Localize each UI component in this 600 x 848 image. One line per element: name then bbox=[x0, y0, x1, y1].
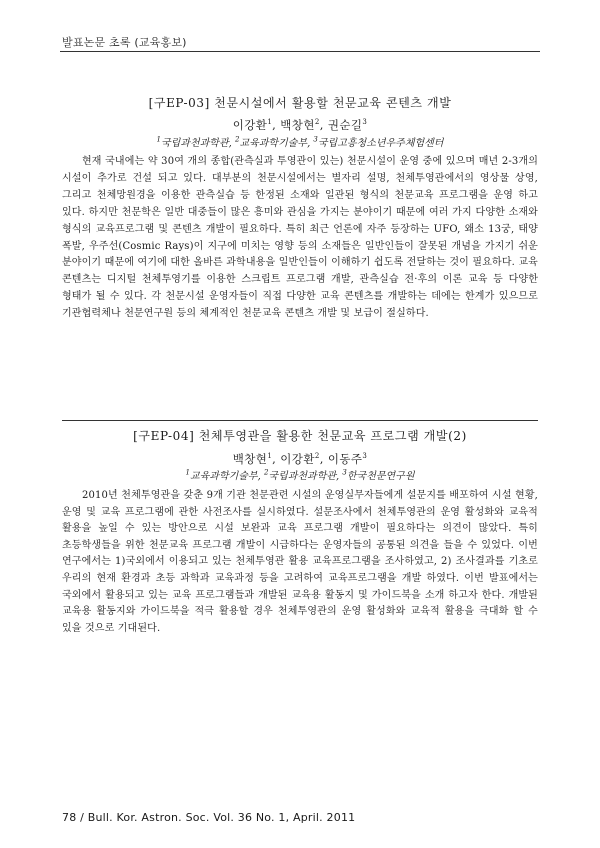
header-rule bbox=[60, 51, 540, 52]
abstract-1-body: 현재 국내에는 약 30여 개의 종합(관측실과 투영관이 있는) 천문시설이 운영 중에 있으며 매년 2-3개의 시설이 추가로 건설 되고 있다. 대부분의 천문시설에서는 별자리 설명, 천체투영관에서의 영상물 상영, 그리고 천체망원경을 이용한 관측실습 등 한정된 소재와 일관된 형식의 천문교육 프로그램을 운영 하고 있다. 하지만 천문학은 일반 대중들이 많은 흥미와 관심을 가지는 분야이기 때문에 여러 가지 다양한 소재와 형식의 교육프로그램 및 콘텐츠 개발이 필요하다. 특히 최근 언론에 자주 등장하는 UFO, 왜소 13궁, 태양 폭발, 우주선(Cosmic Rays)이 지구에 미치는 영향 등의 소재들은 일반인들이 잘못된 개념을 가지기 쉬운 분야이기 때문에 여기에 대한 올바른 과학내용을 일반인들이 이해하기 쉽도록 전달하는 것이 필요하다. 교육 콘텐츠는 디지털 천체투영기를 이용한 스크립트 프로그램 개발, 관측실습 전·후의 이론 교육 등 다양한 형태가 될 수 있다. 각 천문시설 운영자들이 직접 다양한 교육 콘텐츠를 개발하는 데에는 한계가 있으므로 기관협력체나 천문연구원 등의 체계적인 천문교육 콘텐츠 개발 및 보급이 절실하다. bbox=[62, 156, 538, 320]
affiliation-name: 교육과학기술부 bbox=[239, 138, 308, 149]
author-affiliation-mark: 1 bbox=[267, 452, 273, 461]
affiliation-separator: , bbox=[257, 471, 264, 482]
abstract-1-title: [구EP-03] 천문시설에서 활용할 천문교육 콘텐츠 개발 bbox=[148, 96, 452, 110]
author-affiliation-mark: 2 bbox=[314, 118, 320, 127]
abstract-2-body: 2010년 천체투영관을 갖춘 9개 기관 천문관련 시설의 운영실무자들에게 설문지를 배포하여 시설 현황, 운영 및 교육 프로그램에 관한 사전조사를 실시하였다. 설문조사에서 천체투영관의 운영 활성화와 교육적 활용을 높일 수 있는 방안으로 시설 보완과 교육 프로그램 개발이 필요하다는 의견이 많았다. 특히 초등학생들을 위한 천문교육 프로그램 개발이 시급하다는 운영자들의 공통된 의견을 들을 수 있었다. 이번 연구에서는 1)국외에서 이용되고 있는 천체투영관 활용 교육프로그램을 조사하였고, 2) 조사결과를 기초로 우리의 현재 환경과 초등 과학과 교육과정 등을 고려하여 교육프로그램을 개발 하였다. 이번 발표에서는 국외에서 활용되고 있는 교육 프로그램들과 개발된 교육용 활동지 및 가이드북을 소개 하고자 한다. 개발된 교육용 활동지와 가이드북을 적극 활용할 경우 천체투영관의 운영 활성화와 교육적 활용을 극대화 할 수 있을 것으로 기대된다. bbox=[62, 490, 538, 634]
author-separator: , bbox=[272, 452, 281, 466]
abstract-1-affiliations bbox=[60, 134, 540, 149]
author-separator: , bbox=[319, 452, 328, 466]
affiliation-separator: , bbox=[307, 138, 314, 149]
author-affiliation-mark: 2 bbox=[314, 452, 320, 461]
affiliation-name: 국립과천과학관 bbox=[160, 138, 229, 149]
author-name: 이동주 bbox=[327, 452, 363, 466]
author-name: 권순길 bbox=[327, 118, 363, 132]
author-name: 이강환 bbox=[232, 118, 268, 132]
affiliation-mark: 1 bbox=[156, 135, 161, 144]
affiliation-mark: 2 bbox=[263, 468, 269, 477]
author-affiliation-mark: 3 bbox=[362, 118, 368, 127]
affiliation-name: 교육과학기술부 bbox=[189, 471, 258, 482]
affiliation-name: 국립과천과학관 bbox=[268, 471, 337, 482]
author-name: 이강환 bbox=[280, 452, 315, 466]
affiliation-name: 국립고흥청소년우주체험센터 bbox=[317, 138, 444, 149]
author-separator: , bbox=[319, 118, 328, 132]
affiliation-mark: 3 bbox=[342, 468, 347, 477]
abstract-2-title: [구EP-04] 천체투영관을 활용한 천문교육 프로그램 개발(2) bbox=[133, 429, 467, 443]
affiliation-separator: , bbox=[228, 138, 235, 149]
author-separator: , bbox=[272, 118, 281, 132]
affiliation-mark: 1 bbox=[185, 468, 190, 477]
affiliation-mark: 3 bbox=[313, 135, 318, 144]
running-header: 발표논문 초록 (교육홍보) bbox=[62, 36, 187, 49]
author-name: 백창현 bbox=[232, 452, 268, 466]
abstract-divider bbox=[62, 420, 538, 421]
affiliation-mark: 2 bbox=[234, 135, 240, 144]
author-affiliation-mark: 3 bbox=[362, 452, 368, 461]
abstract-2-authors bbox=[60, 451, 540, 467]
author-name: 백창현 bbox=[280, 118, 315, 132]
affiliation-separator: , bbox=[336, 471, 343, 482]
affiliation-name: 한국천문연구원 bbox=[346, 471, 415, 482]
page-footer: 78 / Bull. Kor. Astron. Soc. Vol. 36 No. 1, April. 2011 bbox=[62, 811, 356, 824]
author-affiliation-mark: 1 bbox=[267, 118, 273, 127]
abstract-2-affiliations bbox=[60, 467, 540, 482]
abstract-1-authors bbox=[60, 117, 540, 133]
